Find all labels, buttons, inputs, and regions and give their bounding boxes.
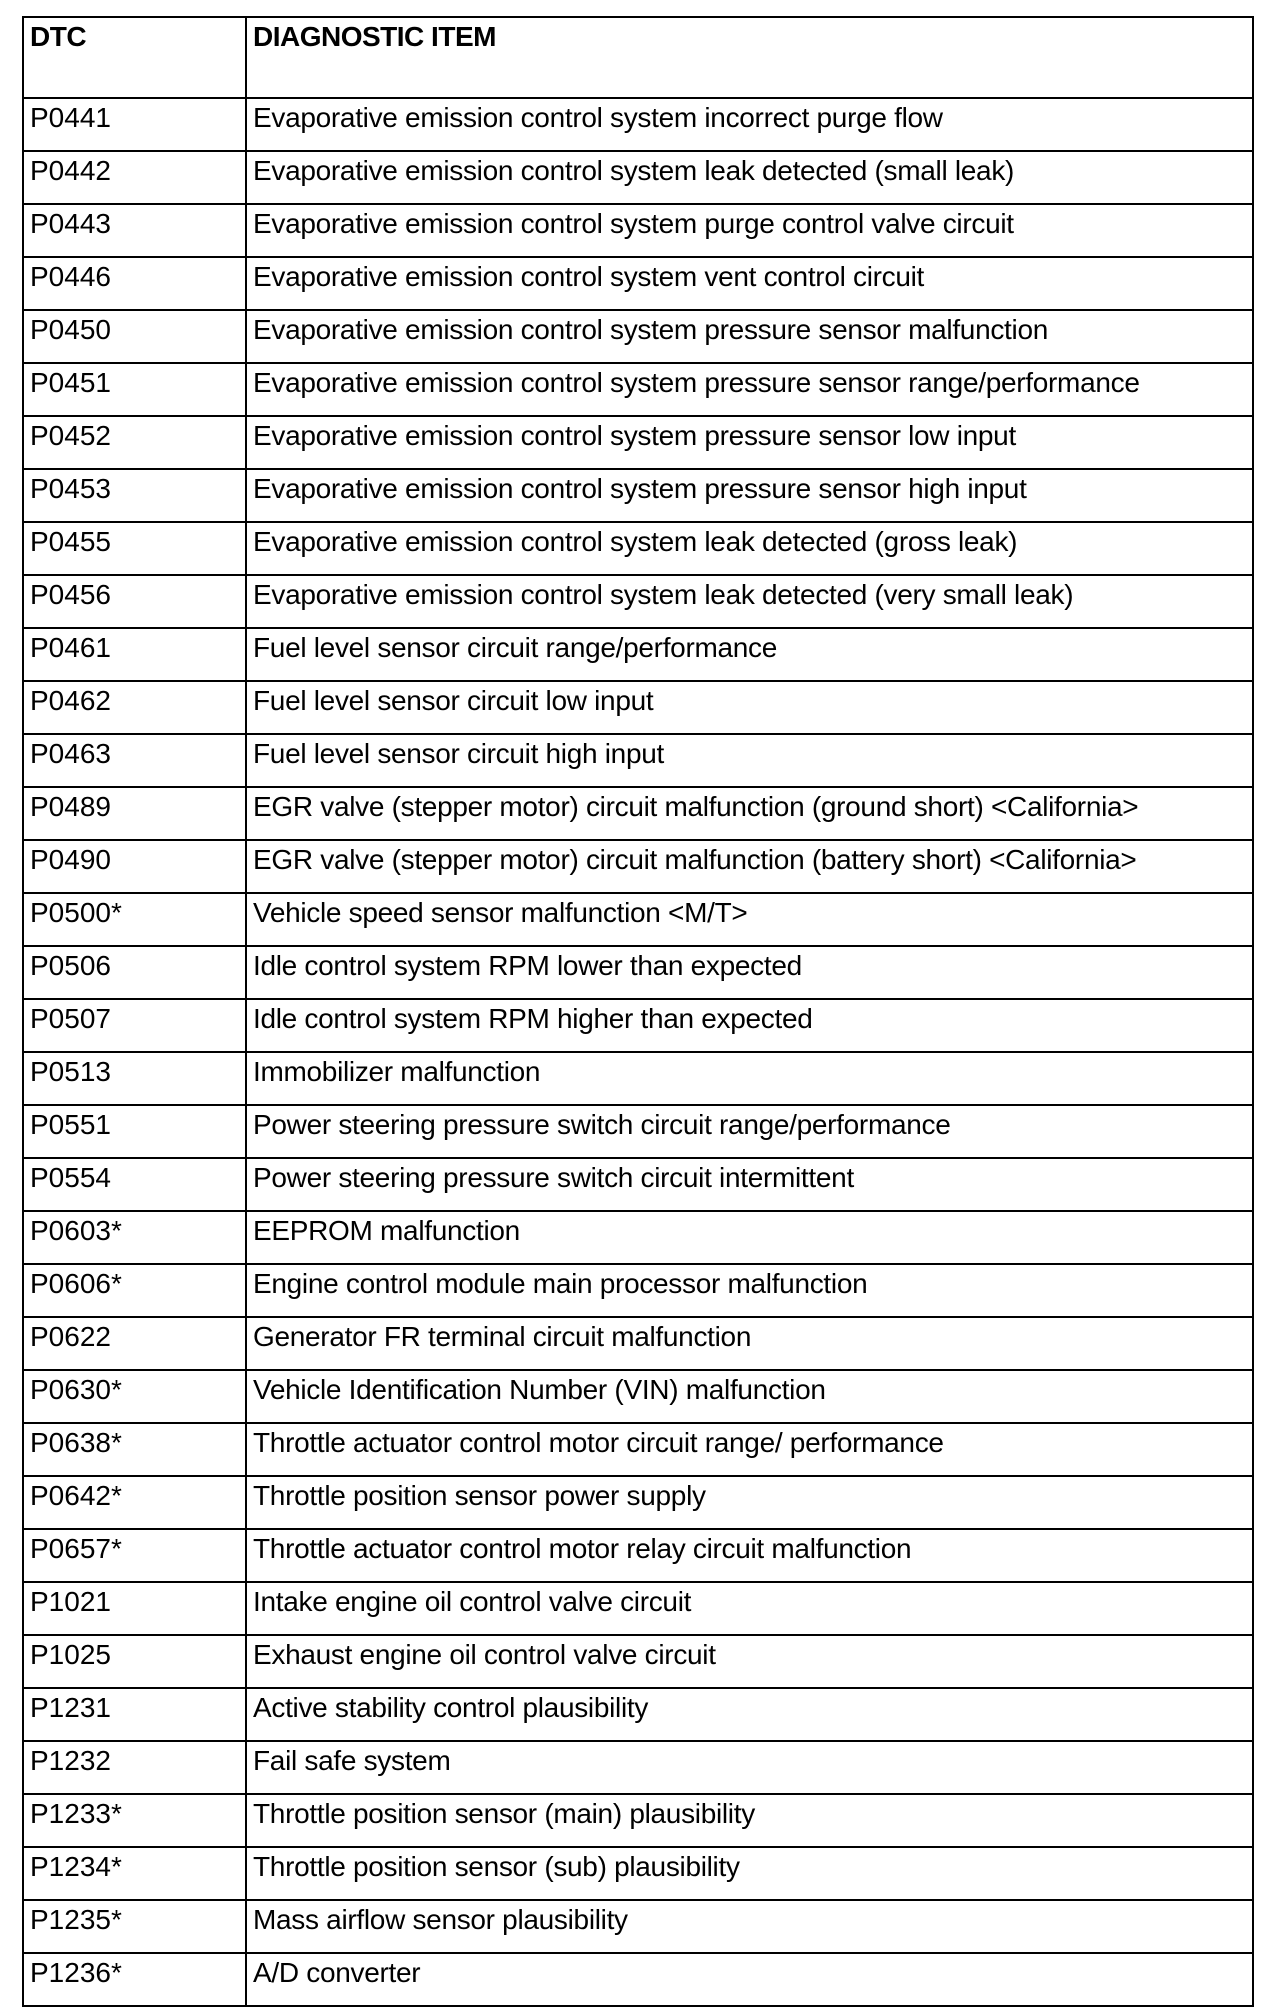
table-row (23, 416, 1253, 469)
diagnostic-item-cell: A/D converter (246, 1953, 1253, 2006)
table-row (23, 1423, 1253, 1476)
table-row (23, 1158, 1253, 1211)
table-header-row (23, 17, 1253, 98)
diagnostic-item-cell: Fuel level sensor circuit high input (246, 734, 1253, 787)
table-row (23, 681, 1253, 734)
table-row (23, 98, 1253, 151)
diagnostic-item-cell: Intake engine oil control valve circuit (246, 1582, 1253, 1635)
diagnostic-item-cell: EGR valve (stepper motor) circuit malfunction (battery short) <California> (246, 840, 1253, 893)
table-row (23, 363, 1253, 416)
diagnostic-item-cell: Throttle position sensor (main) plausibility (246, 1794, 1253, 1847)
diagnostic-item-cell: Mass airflow sensor plausibility (246, 1900, 1253, 1953)
dtc-code-cell: P1231 (23, 1688, 246, 1741)
dtc-code-cell: P0441 (23, 98, 246, 151)
dtc-code-cell: P0446 (23, 257, 246, 310)
table-row (23, 522, 1253, 575)
diagnostic-item-cell: EEPROM malfunction (246, 1211, 1253, 1264)
table-row (23, 1635, 1253, 1688)
dtc-code-cell: P0506 (23, 946, 246, 999)
dtc-code-cell: P0500* (23, 893, 246, 946)
dtc-code-cell: P0657* (23, 1529, 246, 1582)
table-row (23, 893, 1253, 946)
dtc-code-cell: P0452 (23, 416, 246, 469)
table-row (23, 999, 1253, 1052)
table-row (23, 1900, 1253, 1953)
diagnostic-item-cell: Evaporative emission control system pressure sensor malfunction (246, 310, 1253, 363)
table-row (23, 469, 1253, 522)
table-row (23, 787, 1253, 840)
table-row (23, 946, 1253, 999)
dtc-code-cell: P0462 (23, 681, 246, 734)
table-row (23, 1052, 1253, 1105)
dtc-code-cell: P0442 (23, 151, 246, 204)
table-row (23, 1847, 1253, 1900)
table-row (23, 1476, 1253, 1529)
diagnostic-item-cell: Idle control system RPM lower than expected (246, 946, 1253, 999)
diagnostic-item-cell: Power steering pressure switch circuit range/performance (246, 1105, 1253, 1158)
table-row (23, 1688, 1253, 1741)
diagnostic-item-cell: Fuel level sensor circuit low input (246, 681, 1253, 734)
diagnostic-item-cell: Fail safe system (246, 1741, 1253, 1794)
table-row (23, 1211, 1253, 1264)
diagnostic-item-cell: Active stability control plausibility (246, 1688, 1253, 1741)
dtc-code-cell: P1025 (23, 1635, 246, 1688)
diagnostic-item-cell: Evaporative emission control system pressure sensor range/performance (246, 363, 1253, 416)
dtc-table (22, 16, 1254, 2007)
diagnostic-item-cell: Throttle position sensor power supply (246, 1476, 1253, 1529)
dtc-code-cell: P1232 (23, 1741, 246, 1794)
dtc-code-cell: P0606* (23, 1264, 246, 1317)
table-row (23, 204, 1253, 257)
diagnostic-item-cell: Immobilizer malfunction (246, 1052, 1253, 1105)
diagnostic-item-cell: Evaporative emission control system leak detected (gross leak) (246, 522, 1253, 575)
table-row (23, 151, 1253, 204)
diagnostic-item-cell: Throttle position sensor (sub) plausibility (246, 1847, 1253, 1900)
diagnostic-item-cell: Exhaust engine oil control valve circuit (246, 1635, 1253, 1688)
dtc-code-cell: P1235* (23, 1900, 246, 1953)
dtc-code-cell: P0513 (23, 1052, 246, 1105)
table-row (23, 1741, 1253, 1794)
diagnostic-item-cell: Vehicle Identification Number (VIN) malfunction (246, 1370, 1253, 1423)
table-row (23, 628, 1253, 681)
dtc-code-cell: P0455 (23, 522, 246, 575)
table-row (23, 1529, 1253, 1582)
dtc-code-cell: P1234* (23, 1847, 246, 1900)
dtc-code-cell: P0551 (23, 1105, 246, 1158)
dtc-code-cell: P0507 (23, 999, 246, 1052)
table-row (23, 1317, 1253, 1370)
diagnostic-item-cell: Throttle actuator control motor circuit range/ performance (246, 1423, 1253, 1476)
dtc-code-cell: P0603* (23, 1211, 246, 1264)
diagnostic-item-cell: Evaporative emission control system pressure sensor high input (246, 469, 1253, 522)
diagnostic-item-cell: Evaporative emission control system incorrect purge flow (246, 98, 1253, 151)
table-row (23, 1794, 1253, 1847)
table-row (23, 734, 1253, 787)
dtc-code-cell: P0554 (23, 1158, 246, 1211)
diagnostic-item-cell: Throttle actuator control motor relay circuit malfunction (246, 1529, 1253, 1582)
column-header-diagnostic-item: DIAGNOSTIC ITEM (246, 17, 1253, 98)
column-header-dtc: DTC (23, 17, 246, 98)
diagnostic-item-cell: Idle control system RPM higher than expected (246, 999, 1253, 1052)
diagnostic-item-cell: Evaporative emission control system leak detected (very small leak) (246, 575, 1253, 628)
diagnostic-item-cell: Evaporative emission control system vent control circuit (246, 257, 1253, 310)
diagnostic-item-cell: Vehicle speed sensor malfunction <M/T> (246, 893, 1253, 946)
dtc-code-cell: P1021 (23, 1582, 246, 1635)
dtc-code-cell: P0489 (23, 787, 246, 840)
dtc-code-cell: P0622 (23, 1317, 246, 1370)
dtc-code-cell: P0463 (23, 734, 246, 787)
dtc-code-cell: P0456 (23, 575, 246, 628)
table-row (23, 1105, 1253, 1158)
dtc-code-cell: P0630* (23, 1370, 246, 1423)
diagnostic-item-cell: Power steering pressure switch circuit intermittent (246, 1158, 1253, 1211)
dtc-code-cell: P0638* (23, 1423, 246, 1476)
dtc-code-cell: P0490 (23, 840, 246, 893)
dtc-code-cell: P0450 (23, 310, 246, 363)
diagnostic-item-cell: Fuel level sensor circuit range/performance (246, 628, 1253, 681)
diagnostic-item-cell: Generator FR terminal circuit malfunction (246, 1317, 1253, 1370)
table-row (23, 310, 1253, 363)
dtc-code-cell: P0443 (23, 204, 246, 257)
table-row (23, 257, 1253, 310)
dtc-code-cell: P0451 (23, 363, 246, 416)
dtc-code-cell: P1233* (23, 1794, 246, 1847)
diagnostic-item-cell: Evaporative emission control system leak detected (small leak) (246, 151, 1253, 204)
table-row (23, 1370, 1253, 1423)
dtc-code-cell: P0642* (23, 1476, 246, 1529)
table-row (23, 840, 1253, 893)
diagnostic-item-cell: EGR valve (stepper motor) circuit malfunction (ground short) <California> (246, 787, 1253, 840)
table-row (23, 575, 1253, 628)
dtc-code-cell: P0453 (23, 469, 246, 522)
dtc-code-cell: P0461 (23, 628, 246, 681)
table-body (23, 98, 1253, 2006)
table-row (23, 1582, 1253, 1635)
diagnostic-item-cell: Evaporative emission control system purge control valve circuit (246, 204, 1253, 257)
diagnostic-item-cell: Engine control module main processor malfunction (246, 1264, 1253, 1317)
table-row (23, 1264, 1253, 1317)
diagnostic-item-cell: Evaporative emission control system pressure sensor low input (246, 416, 1253, 469)
table-row (23, 1953, 1253, 2006)
dtc-code-cell: P1236* (23, 1953, 246, 2006)
